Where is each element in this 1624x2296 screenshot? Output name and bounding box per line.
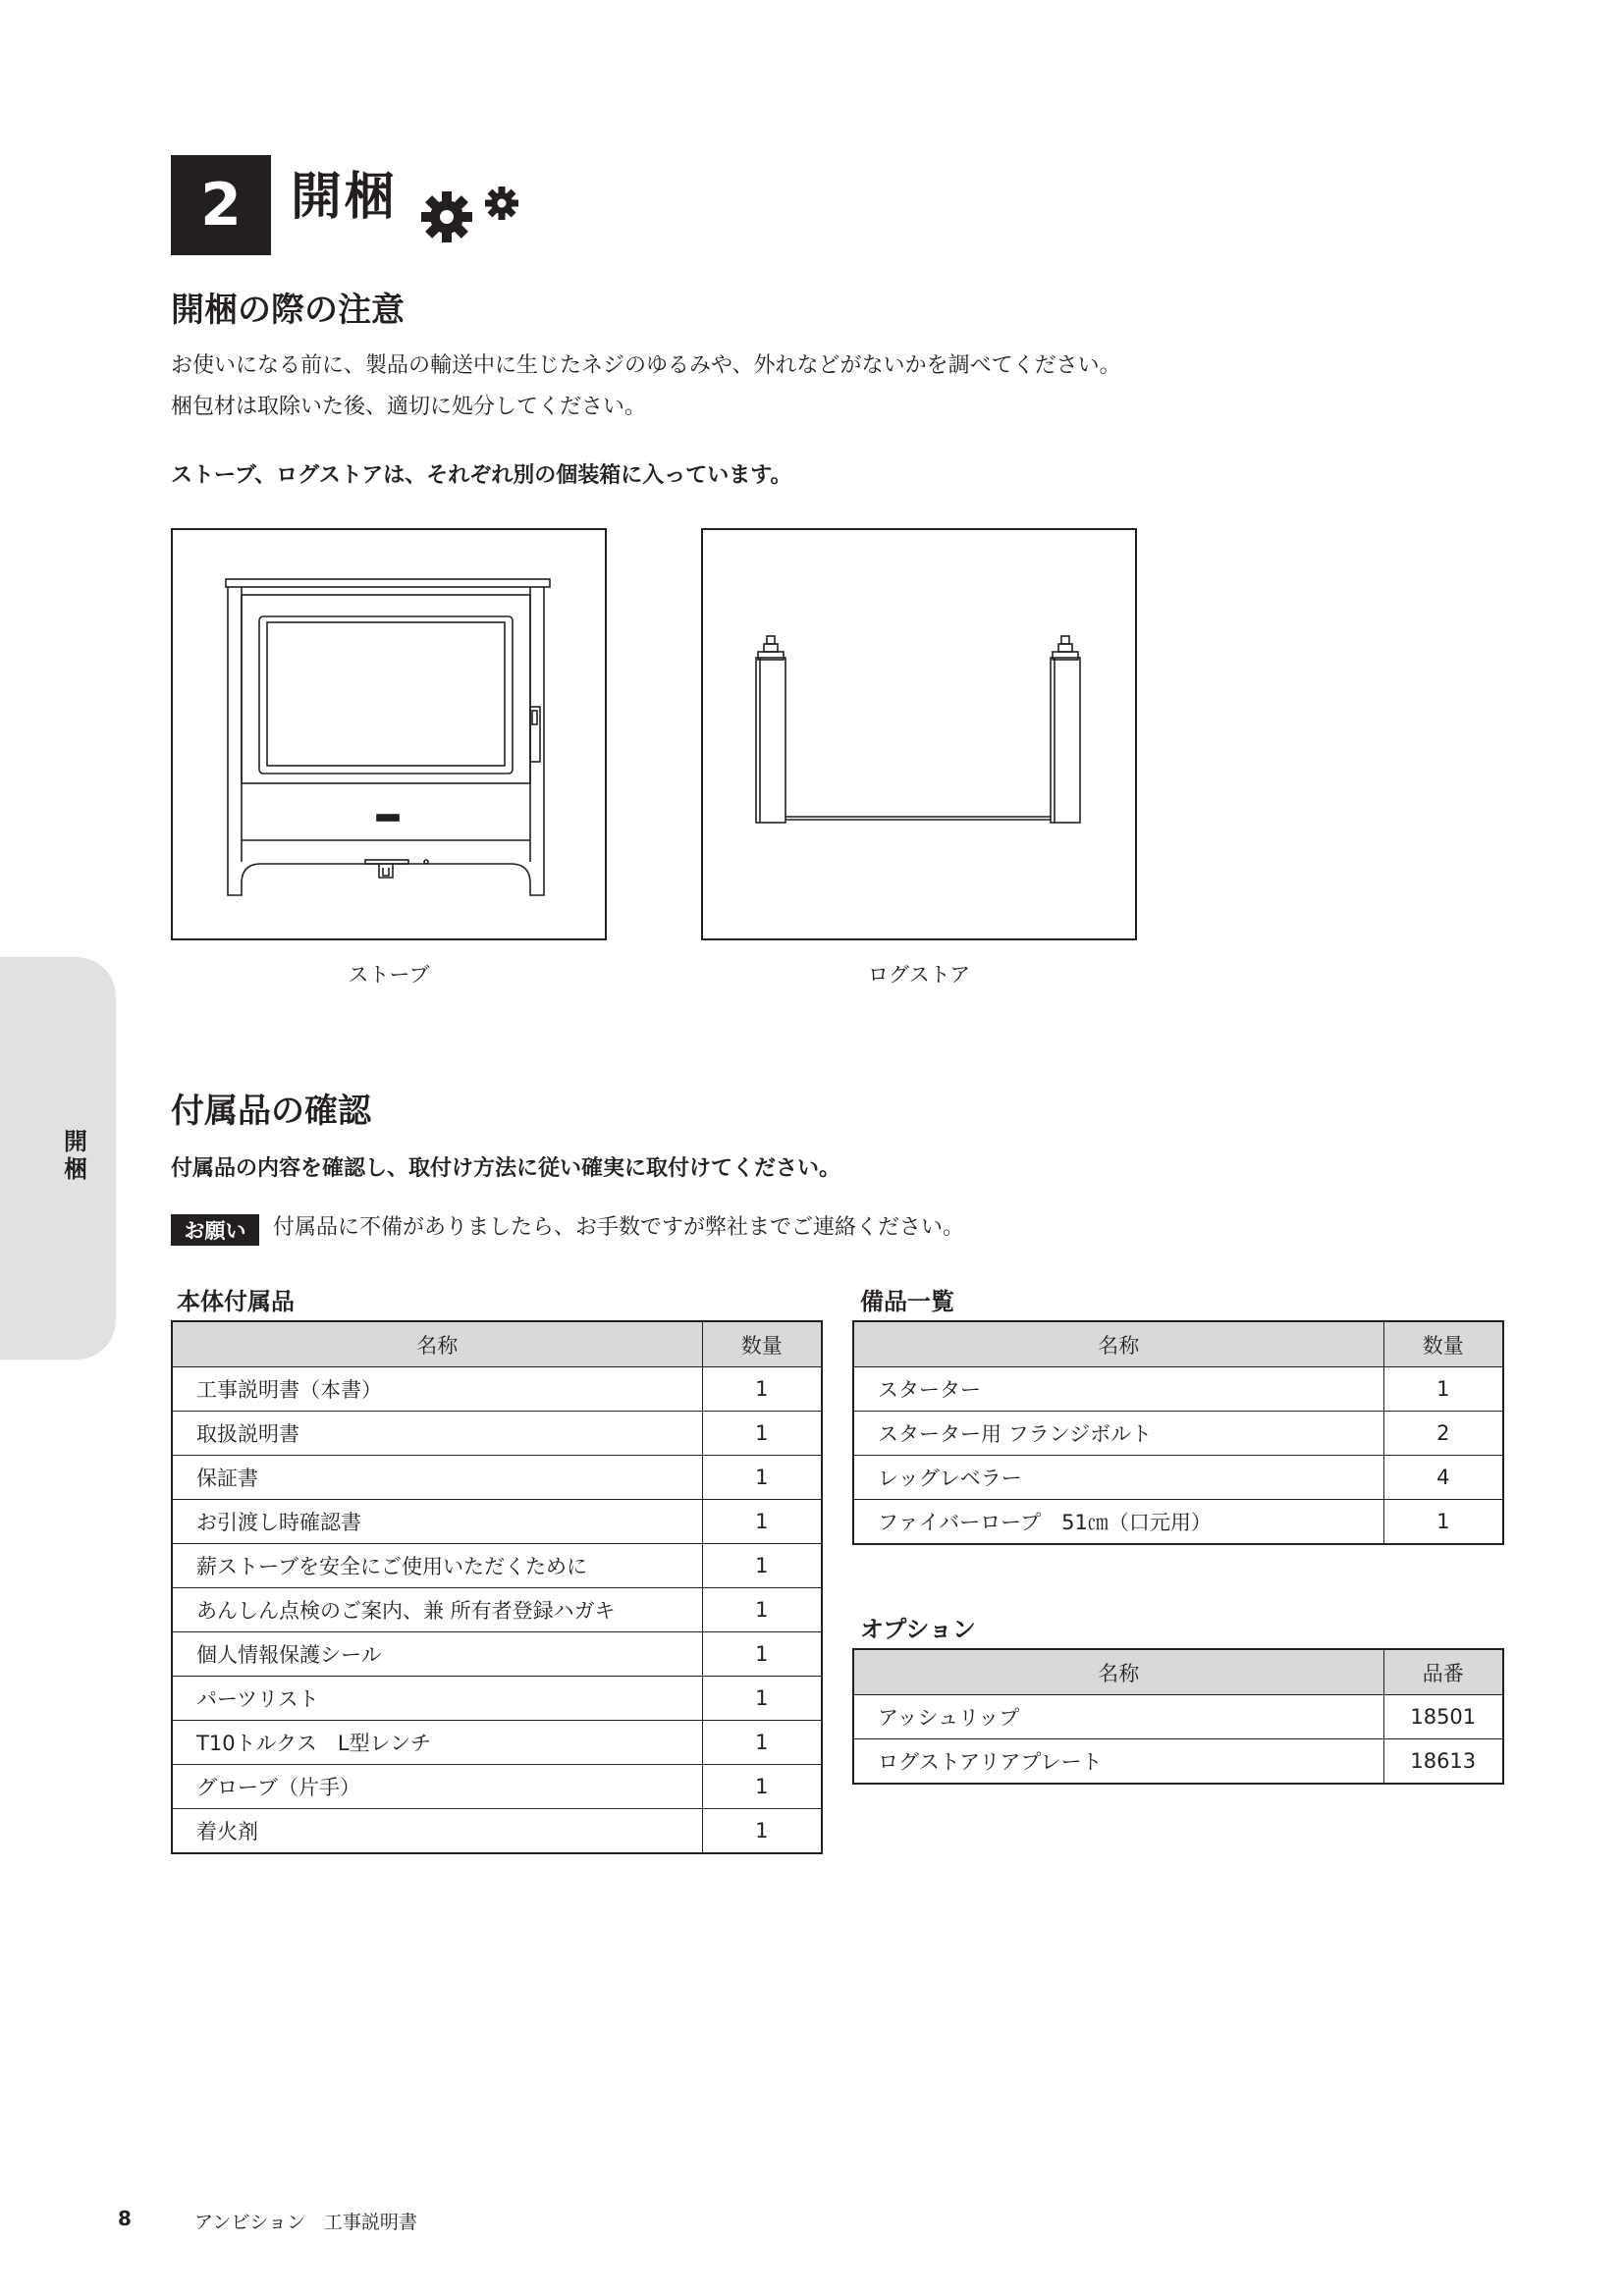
table-row [172,1632,822,1677]
item-qty: 1 [702,1367,822,1412]
table-row [853,1412,1503,1456]
item-qty: 1 [702,1677,822,1721]
table-row [853,1367,1503,1412]
table-row [172,1765,822,1809]
intro-line-1: お使いになる前に、製品の輸送中に生じたネジのゆるみや、外れなどがないかを調べてください。 [171,353,1121,378]
table-row [853,1456,1503,1500]
column-header-name: 名称 [853,1321,1383,1367]
logstore-caption: ログストア [867,963,971,987]
item-qty: 1 [702,1632,822,1677]
table-row [172,1721,822,1765]
table-header-row [853,1321,1503,1367]
spares-title: 備品一覧 [860,1288,954,1315]
item-qty: 1 [702,1412,822,1456]
table-row [172,1412,822,1456]
stove-caption: ストーブ [348,963,430,987]
section-heading-accessories: 付属品の確認 [171,1092,371,1131]
table-row [172,1809,822,1854]
item-name: スターター [853,1367,1383,1412]
chapter-number-box [171,155,271,255]
item-name: 薪ストーブを安全にご使用いただくために [172,1544,702,1588]
item-name: ファイバーロープ 51㎝（口元用） [853,1500,1383,1545]
main-accessories-title: 本体付属品 [177,1288,295,1315]
item-qty: 1 [702,1588,822,1632]
stove-illustration [173,530,605,938]
item-name: あんしん点検のご案内、兼 所有者登録ハガキ [172,1588,702,1632]
side-chapter-tab [0,957,116,1360]
notice-badge: お願い [171,1214,259,1246]
item-name: 保証書 [172,1456,702,1500]
item-qty: 1 [702,1456,822,1500]
column-header-qty: 数量 [1383,1321,1503,1367]
table-row [172,1367,822,1412]
table-row [853,1500,1503,1545]
item-name: お引渡し時確認書 [172,1500,702,1544]
table-row [172,1500,822,1544]
section-heading-unpacking-notes: 開梱の際の注意 [171,291,405,330]
chapter-number: 2 [200,171,242,240]
item-name: スターター用 フランジボルト [853,1412,1383,1456]
column-header-qty: 数量 [702,1321,822,1367]
item-name: アッシュリップ [853,1695,1383,1739]
table-row [853,1739,1503,1785]
item-name: レッグレベラー [853,1456,1383,1500]
stove-figure [171,528,607,940]
options-title: オプション [860,1616,976,1643]
item-qty: 1 [1383,1500,1503,1545]
table-row [172,1544,822,1588]
item-qty: 1 [702,1765,822,1809]
table-header-row [172,1321,822,1367]
side-chapter-tab-label: 開梱 [64,1128,87,1183]
item-name: パーツリスト [172,1677,702,1721]
options-table [852,1648,1504,1785]
document-title: アンビション 工事説明書 [194,2212,417,2233]
column-header-name: 名称 [172,1321,702,1367]
logstore-figure [701,528,1137,940]
gears-icon [417,182,527,244]
table-row [853,1695,1503,1739]
item-qty: 2 [1383,1412,1503,1456]
item-name: T10トルクス L型レンチ [172,1721,702,1765]
column-header-name: 名称 [853,1649,1383,1695]
item-qty: 1 [702,1544,822,1588]
main-accessories-table [171,1320,823,1854]
table-row [172,1456,822,1500]
intro-line-2: 梱包材は取除いた後、適切に処分してください。 [171,395,647,419]
item-name: 個人情報保護シール [172,1632,702,1677]
notice-text: 付属品に不備がありましたら、お手数ですが弊社までご連絡ください。 [273,1215,965,1240]
item-name: ログストアリアプレート [853,1739,1383,1785]
item-qty: 1 [702,1721,822,1765]
item-name: 工事説明書（本書） [172,1367,702,1412]
column-header-part-number: 品番 [1383,1649,1503,1695]
page-number: 8 [118,2207,132,2230]
item-part-number: 18501 [1383,1695,1503,1739]
packaging-note: ストーブ、ログストアは、それぞれ別の個装箱に入っています。 [171,463,792,488]
item-part-number: 18613 [1383,1739,1503,1785]
logstore-illustration [703,530,1135,938]
item-qty: 1 [1383,1367,1503,1412]
chapter-title: 開梱 [291,168,398,227]
table-header-row [853,1649,1503,1695]
item-name: 着火剤 [172,1809,702,1854]
item-qty: 1 [702,1500,822,1544]
table-row [172,1677,822,1721]
table-row [172,1588,822,1632]
item-name: 取扱説明書 [172,1412,702,1456]
item-qty: 1 [702,1809,822,1854]
item-name: グローブ（片手） [172,1765,702,1809]
spares-table [852,1320,1504,1545]
accessories-note: 付属品の内容を確認し、取付け方法に従い確実に取付けてください。 [171,1156,841,1181]
item-qty: 4 [1383,1456,1503,1500]
